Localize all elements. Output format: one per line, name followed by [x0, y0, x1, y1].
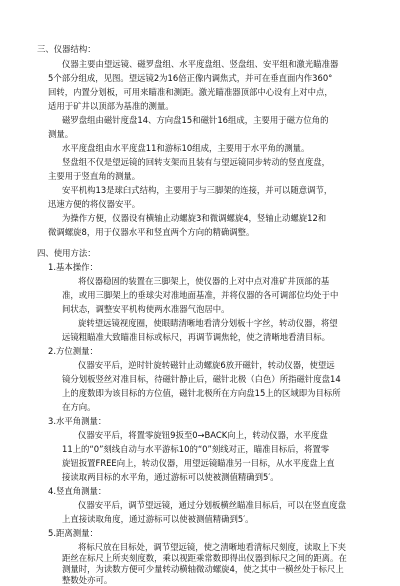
subsection-heading: 1.基本操作： [48, 262, 98, 272]
subsection-heading: 5.距离测量： [48, 528, 98, 538]
paragraph-line: 微调螺旋8，用于仪器水平和竖直两个方向的精确调整。 [48, 227, 255, 237]
paragraph-line: 旋转望远镜视度圈，使眼睛清晰地看清分划板十字丝，转动仪器，将望 [78, 318, 338, 328]
paragraph-line: 磁罗盘组由磁针度盘14、方向盘15和磁针16组成，主要用于磁方位角的 [62, 115, 329, 125]
paragraph-line: 仪器主要由望远镜、磁罗盘组、水平度盘组、竖盘组、安平组和激光瞄准器 [62, 59, 339, 69]
paragraph-line: 5个部分组成，见图。望远镜2为16倍正像内调焦式，并可在垂直面内作360° [48, 73, 333, 83]
paragraph-line: 旋钮扳置FREE向上，转动仪器，用望远镜瞄准另一目标，从水平度盘上直 [62, 458, 335, 468]
paragraph-line: 适用于矿井以顶部为基准的测量。 [48, 101, 174, 111]
section-heading-usage: 四、使用方法： [37, 248, 96, 258]
paragraph-line: 11上的“0”刻线自动与水平游标10的“0”刻线对正，瞄准目标后，将置零 [62, 444, 330, 454]
paragraph-line: 回转，内置分划板，可用来瞄准和测距。激光瞄准器顶部中心设有上对中点， [48, 87, 333, 97]
paragraph-line: 为操作方便，仪器设有横轴止动螺旋3和微调螺旋4，竖轴止动螺旋12和 [62, 213, 327, 223]
paragraph-line: 接读取两目标的水平角，通过游标可以使被测值精确到5′。 [62, 472, 279, 482]
paragraph-line: 仪器安平后，逆时针旋转磁针止动螺旋6放开磁针，转动仪器，使望远 [78, 360, 335, 370]
paragraph-line: 迅速方便的将仪器安平。 [48, 199, 141, 209]
paragraph-line: 仪器安平后，将置零旋钮9扳至0→BACK向上，转动仪器，水平度盘 [78, 430, 328, 440]
paragraph-line: 测量。 [48, 129, 74, 139]
paragraph-line: 上直接读取角度，通过游标可以使被测值精确到5′。 [62, 514, 254, 524]
paragraph-line: 镜分划板竖丝对准目标，待磁针静止后，磁针北极（白色）所指磁针度盘14 [62, 374, 341, 384]
subsection-heading: 2.方位测量： [48, 346, 98, 356]
paragraph-line: 远镜粗瞄准大致瞄准目标或标尺，再调节调焦轮，使之清晰地看清目标。 [62, 332, 330, 342]
paragraph-line: 水平度盘组由水平度盘11和游标10组成，主要用于水平角的测量。 [62, 143, 310, 153]
paragraph-line: 竖盘组不仅是望远镜的回转支架而且装有与望远镜同步转动的竖直度盘， [62, 157, 330, 167]
subsection-heading: 3.水平角测量： [48, 416, 107, 426]
paragraph-line: 主要用于竖直角的测量。 [48, 171, 141, 181]
paragraph-line: 仪器安平后，调节望远镜，通过分划板横丝瞄准目标后，可以在竖直度盘 [78, 500, 346, 510]
paragraph-line: 在方向。 [62, 402, 96, 412]
section-heading-structure: 三、仪器结构： [37, 44, 96, 54]
paragraph-line: 将标尺放在目标处，调节望远镜，使之清晰地看清标尺刻度，读取上下夹 [78, 542, 346, 552]
paragraph-line: 准，或用三脚架上的垂球尖对准地面基准，并将仪器的各可调部位均处于中 [62, 290, 339, 300]
paragraph-line: 安平机构13是球臼式结构，主要用于与三脚架的连接，并可以随意调节， [62, 185, 333, 195]
paragraph-line: 测量时，为读数方便可少量转动横轴微动螺旋4，使之其中一横丝处于标尺上 [62, 564, 344, 574]
paragraph-line: 整数处亦可。 [62, 575, 113, 585]
subsection-heading: 4.竖直角测量： [48, 486, 107, 496]
paragraph-line: 将仪器稳固的装置在三脚架上，使仪器的上对中点对准矿井顶部的基 [78, 276, 330, 286]
paragraph-line: 间状态，调整安平机构使两水准器气泡居中。 [62, 304, 230, 314]
paragraph-line: 上的度数即为该目标的方位值，磁针北极所在方向盘15上的区域即为目标所 [62, 388, 341, 398]
paragraph-line: 距丝在标尺上所夹刻度数，乘以视距乘常数即得出仪器到标尺之间的距离。在 [62, 553, 347, 563]
